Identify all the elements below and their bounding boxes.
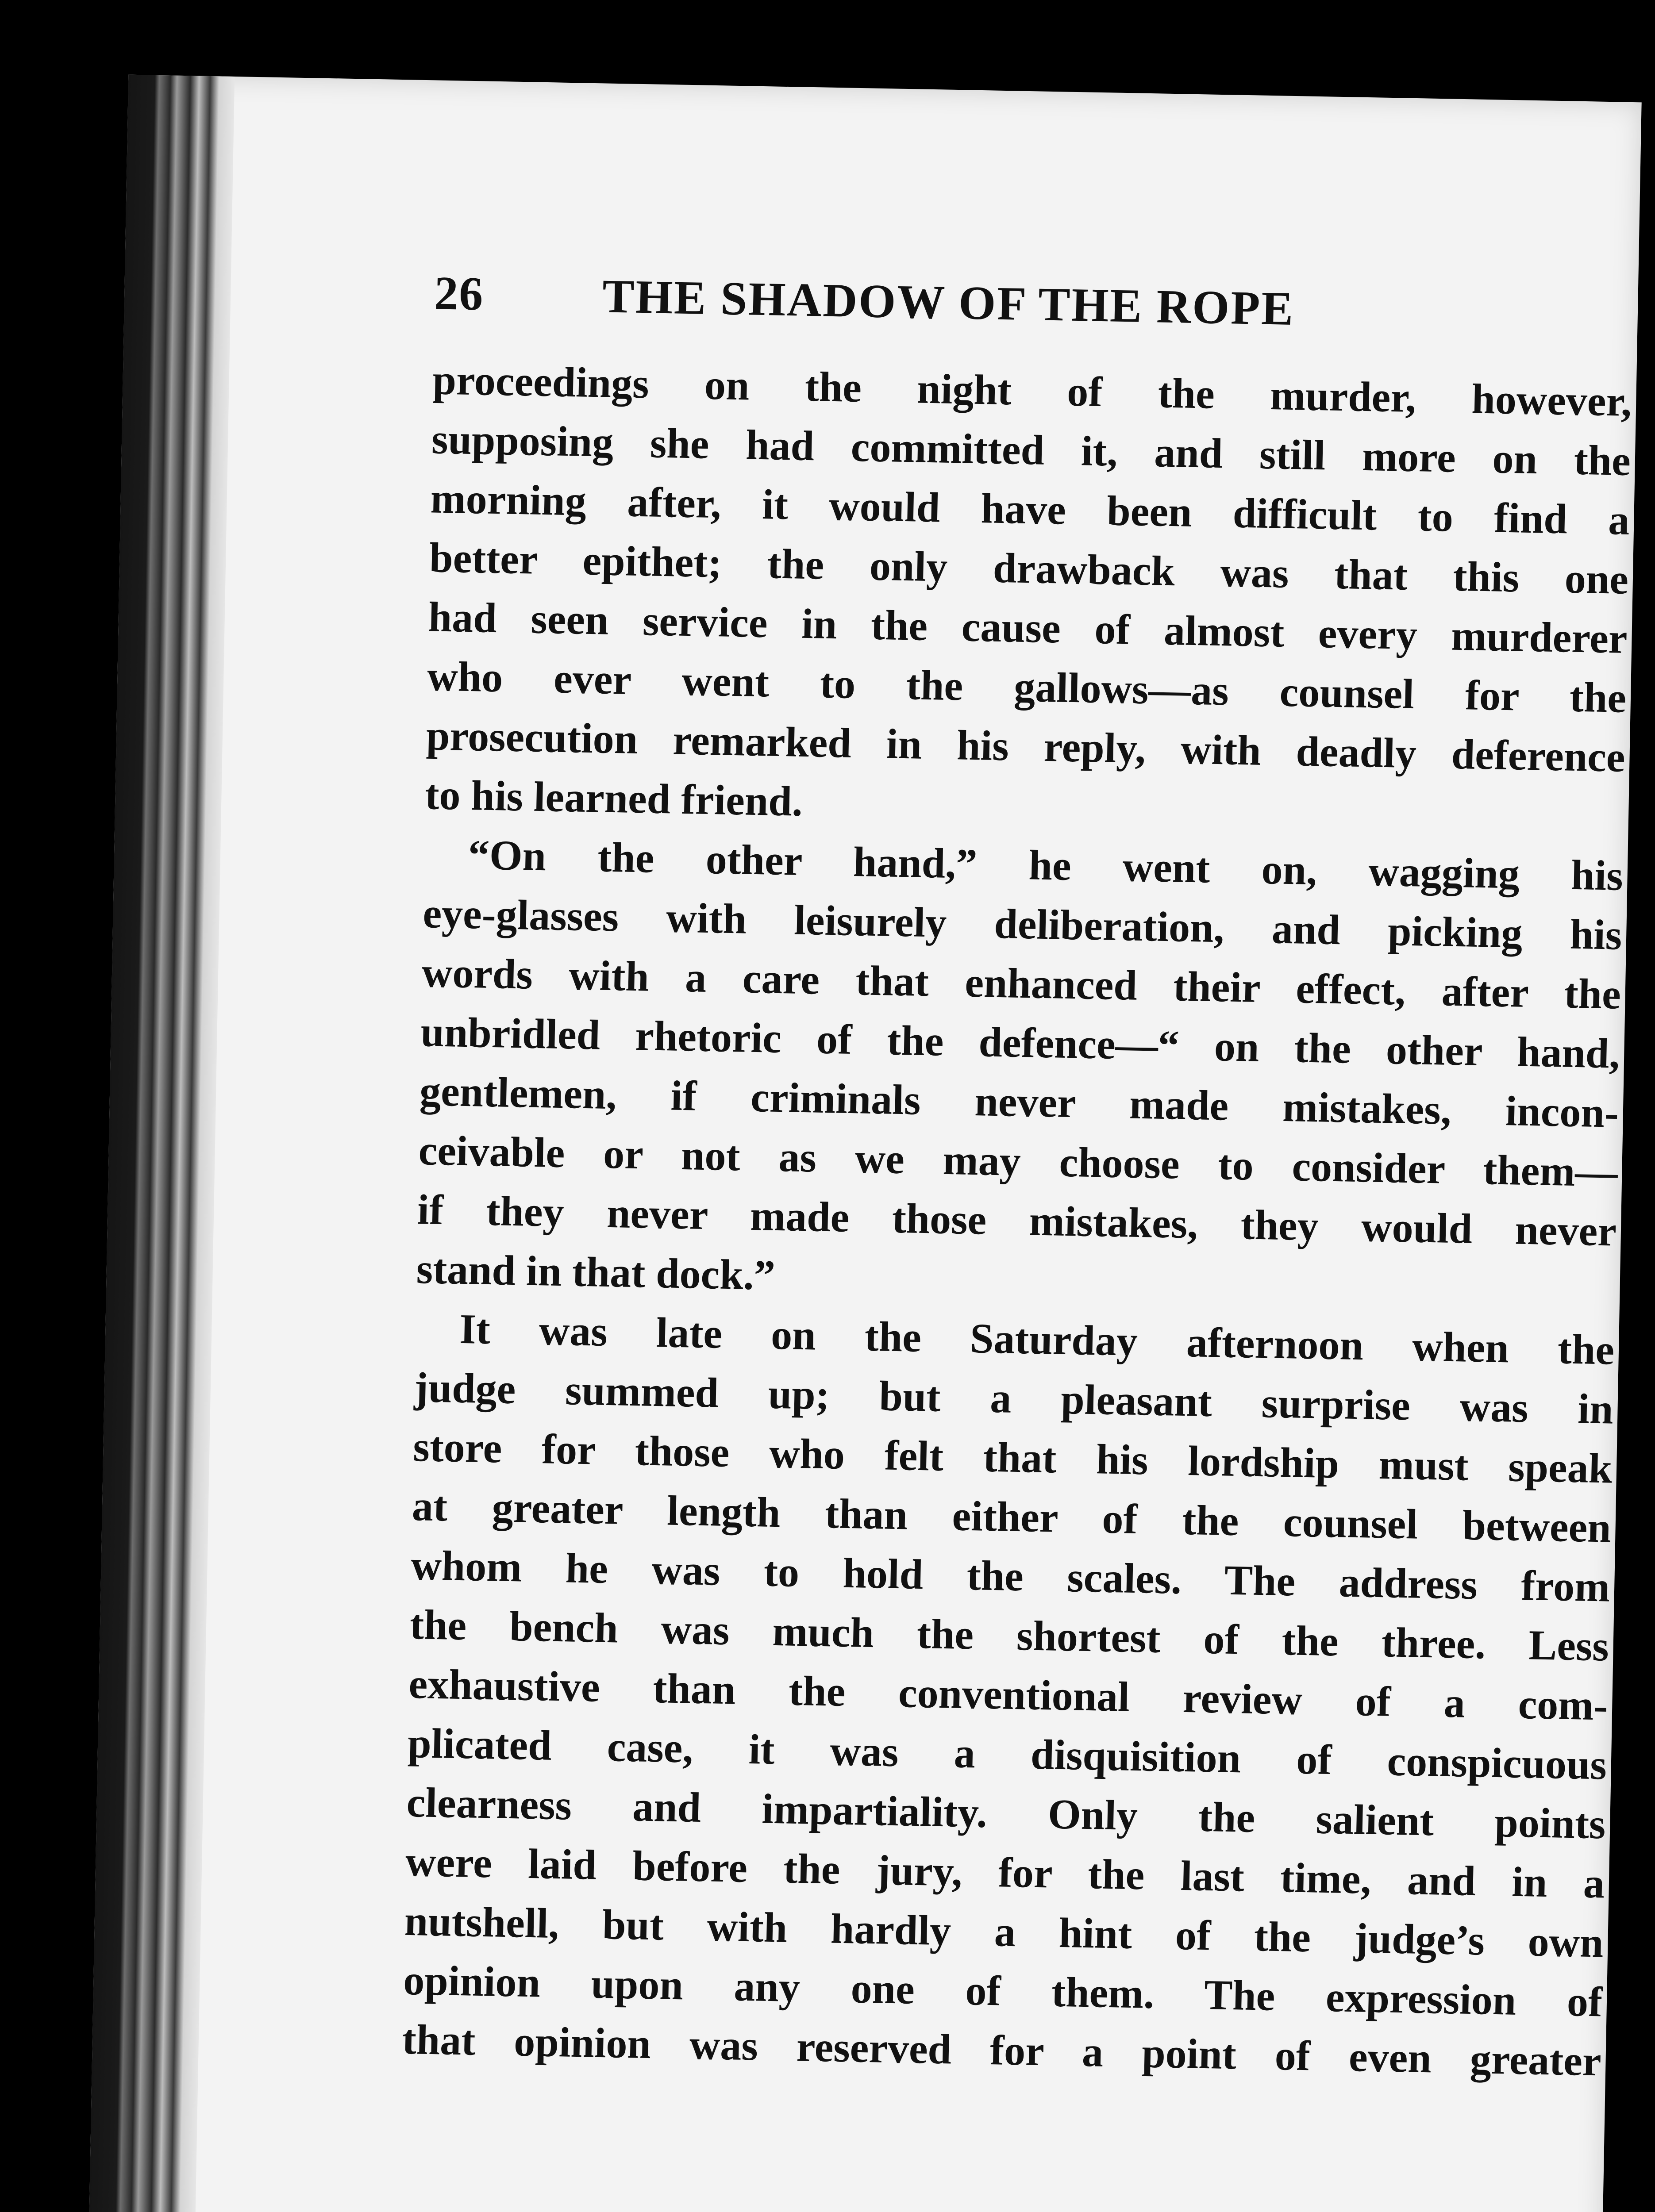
- text-line: unbridled rhetoric of the defence—“ on the other hand,: [420, 1008, 1620, 1077]
- text-line: words with a care that enhanced their effect, after the: [421, 949, 1621, 1018]
- text-line: plicated case, it was a disquisition of conspicuous: [407, 1719, 1607, 1789]
- text-line: prosecution remarked in his reply, with deadly deference: [426, 711, 1626, 781]
- text-line: clearness and impartiality. Only the salient points: [406, 1778, 1606, 1848]
- text-line: exhaustive than the conventional review of a com-: [408, 1659, 1609, 1729]
- text-line: the bench was much the shortest of the three. Less: [409, 1600, 1609, 1670]
- text-line: “On the other hand,” he went on, wagging his: [468, 831, 1624, 899]
- text-line: supposing she had committed it, and still more on the: [431, 415, 1631, 485]
- text-line: ceivable or not as we may choose to consider them—: [418, 1126, 1618, 1196]
- text-line: proceedings on the night of the murder, however,: [432, 356, 1632, 426]
- text-line: It was late on the Saturday afternoon when the: [459, 1305, 1615, 1374]
- page-text-block: [402, 266, 1634, 2091]
- text-line: who ever went to the gallows—as counsel for the: [427, 652, 1627, 722]
- text-line: opinion upon any one of them. The expression of: [403, 1956, 1603, 2026]
- text-line: were laid before the jury, for the last time, and in a: [405, 1837, 1605, 1907]
- page-number: 26: [434, 267, 485, 321]
- text-line: morning after, it would have been difficult to find a: [430, 474, 1630, 544]
- book-page: [85, 75, 1642, 2212]
- text-line: eye-glasses with leisurely deliberation, and picking his: [422, 889, 1623, 959]
- text-line: to his learned friend.: [424, 771, 803, 825]
- text-line: better epithet; the only drawback was that this one: [429, 534, 1629, 603]
- text-line: that opinion was reserved for a point of even greater: [402, 2015, 1602, 2085]
- text-line: gentlemen, if criminals never made mistakes, incon-: [419, 1067, 1619, 1137]
- book-spine: [85, 75, 235, 2212]
- text-line: nutshell, but with hardly a hint of the judge’s own: [404, 1897, 1604, 1966]
- text-line: had seen service in the cause of almost every murderer: [427, 593, 1628, 662]
- book-title: THE SHADOW OF THE ROPE: [602, 270, 1295, 336]
- text-line: store for those who felt that his lordship must speak: [412, 1422, 1613, 1492]
- text-line: stand in that dock.”: [416, 1245, 776, 1299]
- text-line: whom he was to hold the scales. The address from: [410, 1541, 1611, 1611]
- text-line: judge summed up; but a pleasant surprise was in: [414, 1363, 1614, 1433]
- text-line: at greater length than either of the counsel between: [412, 1482, 1612, 1551]
- text-line: if they never made those mistakes, they would never: [417, 1186, 1617, 1255]
